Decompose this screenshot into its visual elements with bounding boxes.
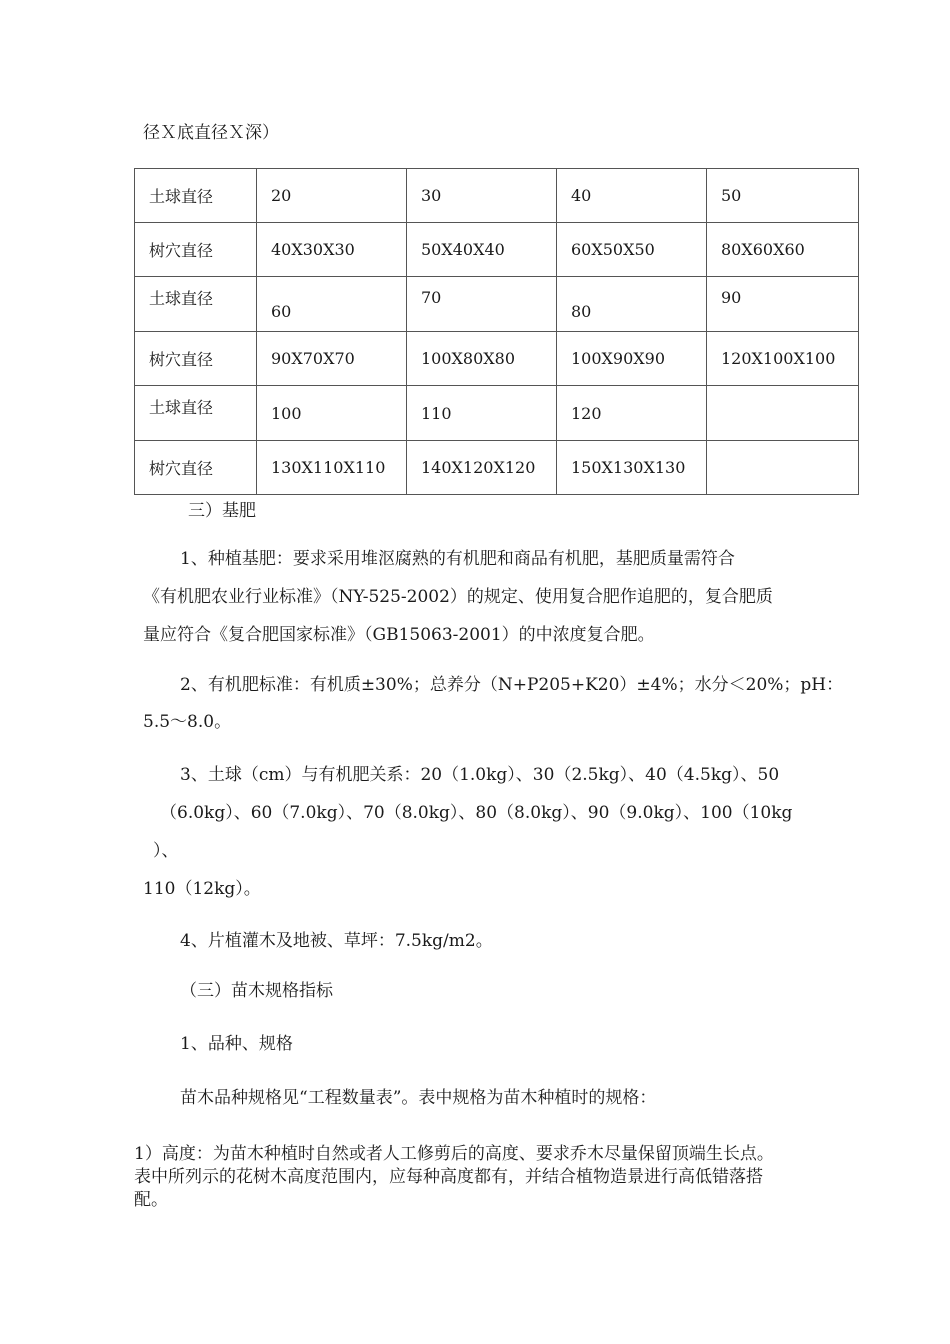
table-cell: 40 bbox=[557, 169, 707, 223]
table-cell: 120 bbox=[557, 386, 707, 441]
table-cell: 120X100X100 bbox=[707, 332, 859, 386]
table-cell: 40X30X30 bbox=[257, 223, 407, 277]
paragraph-6-line-3: 配。 bbox=[134, 1190, 168, 1210]
table-cell: 90X70X70 bbox=[257, 332, 407, 386]
table-cell-text: 90 bbox=[721, 287, 742, 307]
heading-continuation: 径Ｘ底直径Ｘ深） bbox=[143, 123, 279, 143]
subheading-variety: 1、品种、规格 bbox=[180, 1034, 293, 1054]
table-cell-text: 80 bbox=[571, 301, 592, 321]
section-heading-seedling: （三）苗木规格指标 bbox=[180, 981, 333, 1001]
table-cell-text: 土球直径 bbox=[149, 288, 214, 308]
table-cell bbox=[707, 386, 859, 441]
paragraph-2-line-2: 5.5～8.0。 bbox=[143, 712, 232, 732]
paragraph-3-line-3: ）、 bbox=[153, 841, 179, 861]
paragraph-1-line-1: 1、种植基肥：要求采用堆沤腐熟的有机肥和商品有机肥，基肥质量需符合 bbox=[180, 549, 735, 569]
paragraph-5: 苗木品种规格见“工程数量表”。表中规格为苗木种植时的规格： bbox=[180, 1088, 657, 1108]
table-cell bbox=[257, 277, 407, 332]
table-cell: 树穴直径 bbox=[135, 332, 257, 386]
section-heading-base-fertilizer: 三）基肥 bbox=[188, 501, 256, 521]
table-cell bbox=[707, 277, 859, 332]
paragraph-6-line-1: 1）高度：为苗木种植时自然或者人工修剪后的高度、要求乔木尽量保留顶端生长点。 bbox=[134, 1144, 774, 1164]
table-cell: 30 bbox=[407, 169, 557, 223]
table-cell: 树穴直径 bbox=[135, 223, 257, 277]
table-cell: 50 bbox=[707, 169, 859, 223]
paragraph-3-line-4: 110（12kg）。 bbox=[143, 879, 261, 899]
table-cell-text: 70 bbox=[421, 287, 442, 307]
table-cell: 130X110X110 bbox=[257, 441, 407, 495]
table-cell: 100 bbox=[257, 386, 407, 441]
paragraph-6-line-2: 表中所列示的花树木高度范围内，应每种高度都有，并结合植物造景进行高低错落搭 bbox=[134, 1167, 763, 1187]
table-cell bbox=[557, 277, 707, 332]
table-row bbox=[135, 277, 859, 332]
table-row bbox=[135, 169, 859, 223]
table-cell: 100X90X90 bbox=[557, 332, 707, 386]
paragraph-1-line-2: 《有机肥农业行业标准》（NY-525-2002）的规定、使用复合肥作追肥的，复合肥质 bbox=[143, 587, 773, 607]
table-cell: 树穴直径 bbox=[135, 441, 257, 495]
paragraph-3-line-2: （6.0kg）、60（7.0kg）、70（8.0kg）、80（8.0kg）、90（9.0kg）、100（10kg bbox=[160, 803, 793, 823]
table-cell bbox=[135, 277, 257, 332]
table-cell: 100X80X80 bbox=[407, 332, 557, 386]
table-cell: 50X40X40 bbox=[407, 223, 557, 277]
table-cell bbox=[707, 441, 859, 495]
table-cell: 20 bbox=[257, 169, 407, 223]
table-cell: 150X130X130 bbox=[557, 441, 707, 495]
root-ball-pit-table bbox=[134, 168, 859, 495]
table-cell bbox=[135, 386, 257, 441]
table-cell: 140X120X120 bbox=[407, 441, 557, 495]
table-row bbox=[135, 386, 859, 441]
paragraph-1-line-3: 量应符合《复合肥国家标准》（GB15063-2001）的中浓度复合肥。 bbox=[143, 625, 655, 645]
table-cell: 60X50X50 bbox=[557, 223, 707, 277]
paragraph-4: 4、片植灌木及地被、草坪：7.5kg/m2。 bbox=[180, 931, 493, 951]
paragraph-3-line-1: 3、土球（cm）与有机肥关系：20（1.0kg）、30（2.5kg）、40（4.5kg）、50 bbox=[180, 765, 780, 785]
table-cell-text: 土球直径 bbox=[149, 397, 214, 417]
table-cell-text: 60 bbox=[271, 301, 292, 321]
table-row bbox=[135, 441, 859, 495]
table-cell bbox=[407, 277, 557, 332]
table-cell: 80X60X60 bbox=[707, 223, 859, 277]
paragraph-2-line-1: 2、有机肥标准：有机质±30%；总养分（N+P205+K20）±4%；水分＜20%；pH： bbox=[180, 675, 844, 695]
table-cell: 土球直径 bbox=[135, 169, 257, 223]
table-row bbox=[135, 332, 859, 386]
table-cell: 110 bbox=[407, 386, 557, 441]
table-row bbox=[135, 223, 859, 277]
